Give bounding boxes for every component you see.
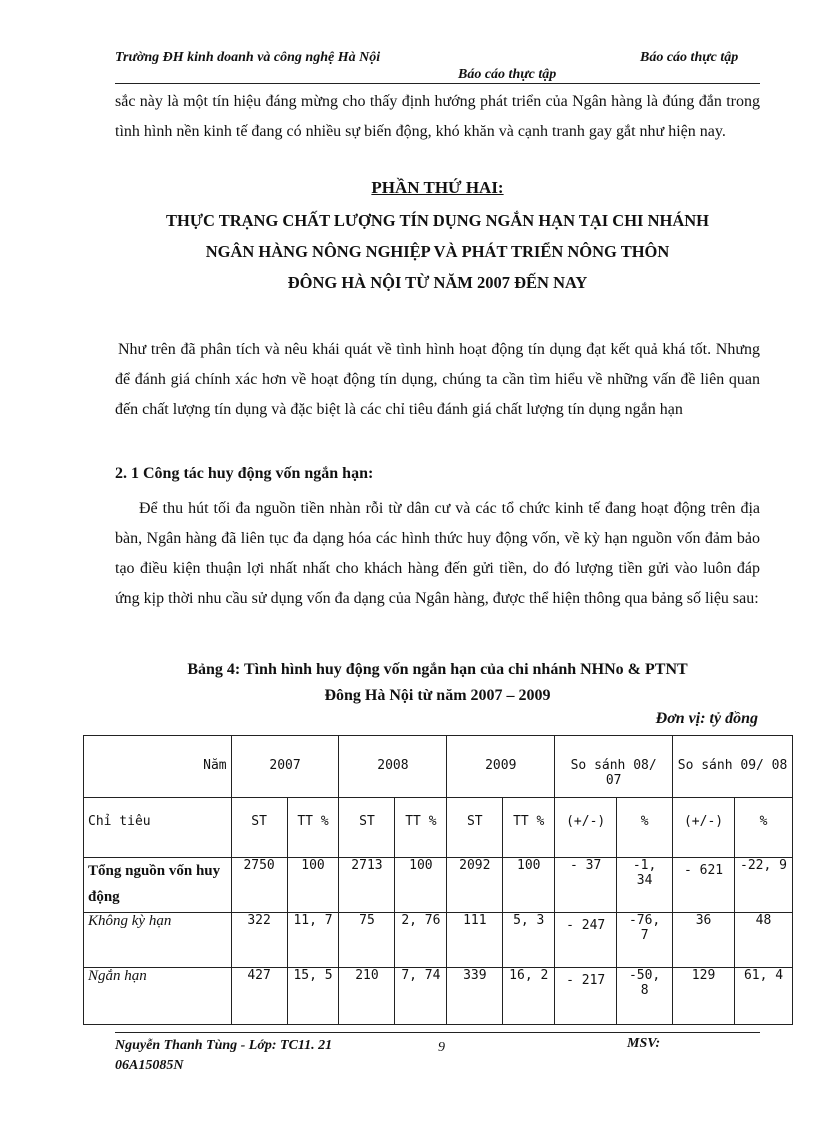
table-cell: 2713	[339, 858, 395, 913]
year-2009: 2009	[447, 736, 555, 798]
corner-indicator: Chỉ tiêu	[84, 798, 232, 858]
row-label: Ngắn hạn	[84, 968, 232, 1025]
row-label: Không kỳ hạn	[84, 913, 232, 968]
part-title-line3: ĐÔNG HÀ NỘI TỪ NĂM 2007 ĐẾN NAY	[287, 273, 588, 292]
compare-08-07: So sánh 08/ 07	[555, 736, 673, 798]
sub-diff: (+/-)	[673, 798, 735, 858]
sub-tt: TT %	[395, 798, 447, 858]
row-label: Tổng nguồn vốn huy động	[84, 858, 232, 913]
table-cell: 427	[231, 968, 287, 1025]
table-cell: 61, 4	[735, 968, 793, 1025]
header-school: Trường ĐH kinh doanh và công nghệ Hà Nội	[115, 50, 381, 65]
table-cell: -22, 9	[735, 858, 793, 913]
part-title	[115, 205, 760, 298]
header-divider	[115, 83, 760, 84]
compare-09-08: So sánh 09/ 08	[673, 736, 793, 798]
footer-author: Nguyễn Thanh Tùng - Lớp: TC11. 21	[115, 1038, 333, 1053]
table-row	[84, 858, 793, 913]
part-title-line2: NGÂN HÀNG NÔNG NGHIỆP VÀ PHÁT TRIỂN NÔNG THÔN	[205, 242, 670, 261]
table-cell: 36	[673, 913, 735, 968]
table-cell: 210	[339, 968, 395, 1025]
table-cell: 16, 2	[503, 968, 555, 1025]
footer-author-block	[115, 1036, 332, 1076]
second-paragraph: Như trên đã phân tích và nêu khái quát về tình hình hoạt động tín dụng đạt kết quả khá tốt. Nhưng để đánh giá chính xác hơn về hoạt động tín dụng, chúng ta cần tìm hiểu về những vấn đề liên quan đến chất lượng tín dụng và đặc biệt là các chỉ tiêu đánh giá chất lượng tín dụng ngắn hạn	[115, 341, 760, 418]
table-cell: -50, 8	[617, 968, 673, 1025]
header-report-title: Báo cáo thực tập	[640, 50, 739, 65]
table-cell: 75	[339, 913, 395, 968]
sub-st: ST	[231, 798, 287, 858]
table-cell: 339	[447, 968, 503, 1025]
sub-pct: %	[617, 798, 673, 858]
table-unit: Đơn vị: tỷ đồng	[655, 710, 758, 727]
table-cell: 111	[447, 913, 503, 968]
table-cell: 15, 5	[287, 968, 339, 1025]
footer-student-id: 06A15085N	[115, 1058, 184, 1073]
sub-tt: TT %	[503, 798, 555, 858]
table-cell: - 217	[555, 968, 617, 1025]
table-cell: - 247	[555, 913, 617, 968]
year-2008: 2008	[339, 736, 447, 798]
table-row	[84, 913, 793, 968]
table-cell: 129	[673, 968, 735, 1025]
table-cell: 100	[503, 858, 555, 913]
table-cell: 100	[287, 858, 339, 913]
year-2007: 2007	[231, 736, 339, 798]
table-cell: 5, 3	[503, 913, 555, 968]
sub-diff: (+/-)	[555, 798, 617, 858]
sub-pct: %	[735, 798, 793, 858]
sub-tt: TT %	[287, 798, 339, 858]
page-number: 9	[438, 1040, 445, 1055]
table-cell: 11, 7	[287, 913, 339, 968]
table-cell: 322	[231, 913, 287, 968]
footer-divider	[115, 1032, 760, 1033]
table-cell: -1, 34	[617, 858, 673, 913]
sub-st: ST	[339, 798, 395, 858]
part-title-line1: THỰC TRẠNG CHẤT LƯỢNG TÍN DỤNG NGẮN HẠN TẠI CHI NHÁNH	[165, 211, 710, 230]
intro-paragraph: sắc này là một tín hiệu đáng mừng cho thấy định hướng phát triển của Ngân hàng là đúng đắn trong tình hình nền kinh tế đang có nhiều sự biến động, khó khăn và cạnh tranh gay gắt như hiện nay.	[115, 93, 760, 140]
table-row	[84, 968, 793, 1025]
table-subheader-row	[84, 798, 793, 858]
table-cell: -76, 7	[617, 913, 673, 968]
corner-year: Năm	[84, 736, 232, 798]
table-cell: 2092	[447, 858, 503, 913]
part-heading: PHẦN THỨ HAI:	[371, 178, 504, 197]
footer-msv-label: MSV:	[627, 1036, 661, 1051]
table-cell: - 621	[673, 858, 735, 913]
table-cell: 2, 76	[395, 913, 447, 968]
table-cell: 48	[735, 913, 793, 968]
header-report-title-secondary: Báo cáo thực tập	[458, 67, 557, 82]
table-header-row	[84, 736, 793, 798]
table-cell: 7, 74	[395, 968, 447, 1025]
table-cell: - 37	[555, 858, 617, 913]
table-cell: 2750	[231, 858, 287, 913]
table-caption-line2: Đông Hà Nội từ năm 2007 – 2009	[324, 687, 551, 704]
sub-st: ST	[447, 798, 503, 858]
table-caption	[115, 657, 760, 709]
third-paragraph: Để thu hút tối đa nguồn tiền nhàn rỗi từ dân cư và các tổ chức kinh tế đang hoạt động trên địa bàn, Ngân hàng đã liên tục đa dạng hóa các hình thức huy động vốn, về kỳ hạn nguồn vốn đảm bảo tạo điều kiện thuận lợi nhất nhất cho khách hàng đến gửi tiền, do đó lượng tiền gửi vào luôn đáp ứng kịp thời nhu cầu sử dụng vốn đa dạng của Ngân hàng, được thể hiện thông qua bảng số liệu sau:	[115, 500, 760, 607]
table-cell: 100	[395, 858, 447, 913]
section-heading: 2. 1 Công tác huy động vốn ngắn hạn:	[115, 465, 374, 482]
table-caption-line1: Bảng 4: Tình hình huy động vốn ngắn hạn của chi nhánh NHNo & PTNT	[187, 661, 688, 678]
funding-table	[83, 735, 793, 1025]
